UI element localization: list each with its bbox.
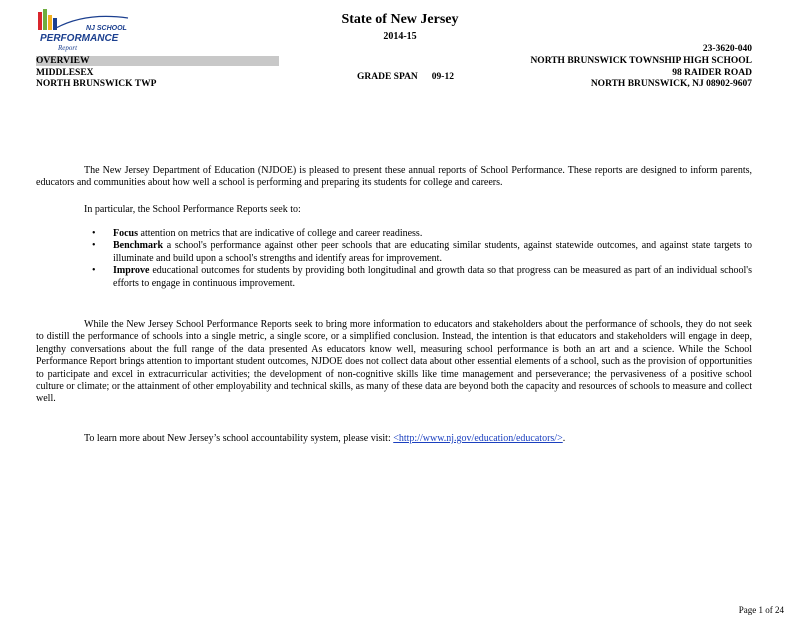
logo-line3: Report: [58, 44, 78, 52]
school-address-city: NORTH BRUNSWICK, NJ 08902-9607: [590, 79, 752, 89]
school-name: NORTH BRUNSWICK TOWNSHIP HIGH SCHOOL: [530, 56, 752, 66]
list-item: [92, 228, 752, 240]
district-name: NORTH BRUNSWICK TWP: [36, 79, 157, 89]
bullet-keyword: Focus: [113, 228, 138, 239]
section-label-overview: OVERVIEW: [36, 56, 279, 66]
learn-more-end: .: [562, 433, 566, 444]
grade-span: [357, 72, 454, 82]
page-title: State of New Jersey: [341, 12, 459, 27]
context-paragraph: While the New Jersey School Performance Reports seek to bring more information to educators and stakeholders about the performance of schools, they do not seek to distill the performance of schools into a single metric, a single score, or a simplified conclusion. Instead, the intention is that educators and stakeholders will engage in deep, lengthy conversations about the full range of the data presented As educators know well, measuring school performance is both an art and a science. While the School Performance Report brings attention to important student outcomes, NJDOE does not collect data about other essential elements of a school, such as the provision of opportunities to participate and excel in extracurricular activities; the development of non-cognitive skills like time management and perseverance; the pervasiveness of a positive school culture or climate; or the attainment of other employability and technical skills, as many of these data are beyond both the capacity and resources of schools to measure and collect well.: [36, 319, 752, 405]
page-number: Page 1 of 24: [738, 605, 784, 615]
bullet-text: attention on metrics that are indicative of college and career readiness.: [138, 228, 423, 239]
particular-paragraph: In particular, the School Performance Reports seek to:: [84, 204, 301, 215]
list-item: [92, 265, 752, 290]
goals-list: [36, 228, 752, 290]
intro-paragraph: The New Jersey Department of Education (NJDOE) is pleased to present these annual reports of School Performance. These reports are designed to inform parents, educators and communities about how well a school is performing and preparing its students for college and careers.: [36, 165, 752, 189]
learn-more-text: To learn more about New Jersey’s school accountability system, please visit:: [84, 433, 394, 444]
bullet-text: a school's performance against other peer schools that are educating similar students, against statewide outcomes, and against state targets to illuminate and build upon a school's strengths and identify areas for improvement.: [113, 240, 752, 264]
school-address-street: 98 RAIDER ROAD: [672, 68, 752, 78]
grade-span-label: GRADE SPAN: [357, 72, 418, 82]
bullet-icon: •: [92, 228, 96, 239]
logo-line1: NJ SCHOOL: [86, 25, 127, 32]
bullet-keyword: Improve: [113, 265, 150, 277]
logo-line2: PERFORMANCE: [40, 33, 119, 44]
learn-more-paragraph: [36, 433, 752, 445]
bullet-icon: •: [92, 240, 96, 252]
bullet-text: educational outcomes for students by providing both longitudinal and growth data so that progress can be measured as part of an individual school's efforts to engage in continuous improvement.: [113, 265, 752, 289]
list-item: [92, 240, 752, 265]
educators-link[interactable]: <http://www.nj.gov/education/educators/>: [393, 433, 563, 444]
bullet-icon: •: [92, 265, 96, 277]
report-year: 2014-15: [383, 31, 417, 42]
school-code: 23-3620-040: [702, 44, 752, 54]
county-name: MIDDLESEX: [36, 68, 94, 78]
grade-span-value: 09-12: [431, 72, 454, 82]
bullet-keyword: Benchmark: [113, 240, 163, 252]
